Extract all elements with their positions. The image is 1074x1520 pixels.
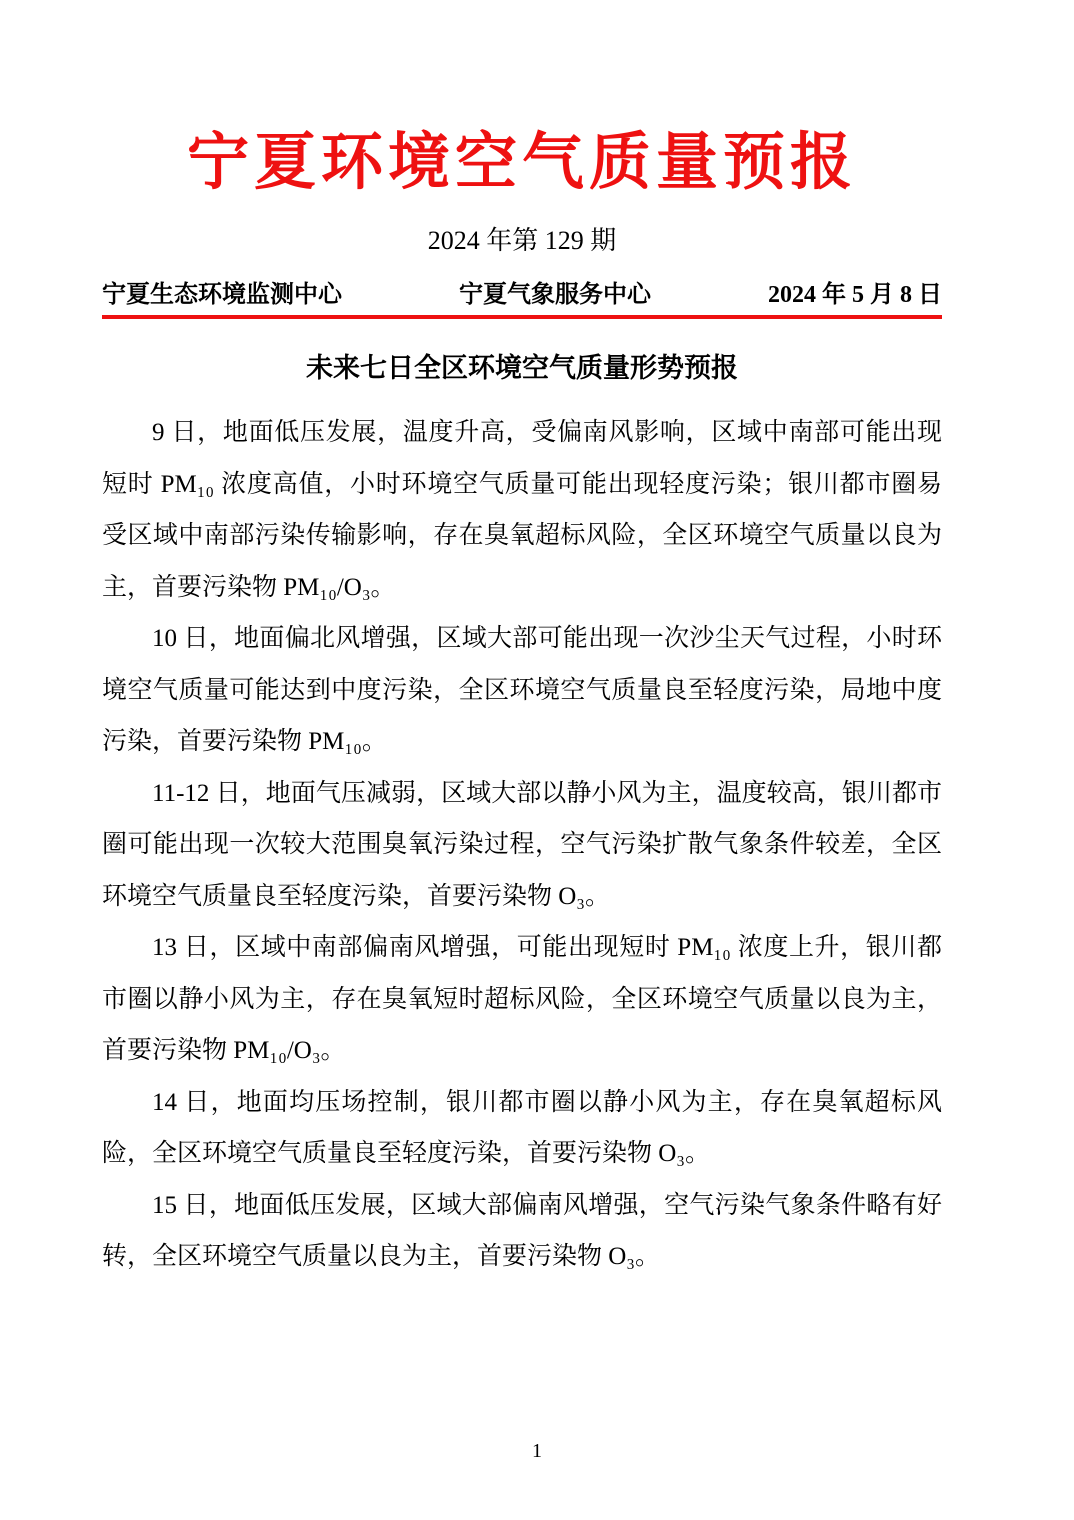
section-title: 未来七日全区环境空气质量形势预报 — [306, 353, 738, 383]
issue-date: 2024 年 5 月 8 日 — [768, 282, 942, 308]
org-monitoring-center: 宁夏生态环境监测中心 — [102, 282, 342, 308]
document-content — [102, 0, 942, 1283]
red-divider-line — [102, 315, 942, 319]
forecast-paragraph-day9: 9 日，地面低压发展，温度升高，受偏南风影响，区域中南部可能出现短时 PM₁₀ 浓度高值，小时环境空气质量可能出现轻度污染；银川都市圈易受区域中南部污染传输影响，存在臭氧超标风险，全区环境空气质量以良为主，首要污染物 PM₁₀/O₃。 — [102, 419, 942, 601]
forecast-paragraph-day10: 10 日，地面偏北风增强，区域大部可能出现一次沙尘天气过程，小时环境空气质量可能达到中度污染，全区环境空气质量良至轻度污染，局地中度污染，首要污染物 PM₁₀。 — [102, 625, 942, 755]
document-title: 宁夏环境空气质量预报 — [186, 129, 857, 197]
forecast-paragraph-day14: 14 日，地面均压场控制，银川都市圈以静小风为主，存在臭氧超标风险，全区环境空气质量良至轻度污染，首要污染物 O₃。 — [102, 1088, 942, 1167]
forecast-paragraph-day11-12: 11-12 日，地面气压减弱，区域大部以静小风为主，温度较高，银川都市圈可能出现一次较大范围臭氧污染过程，空气污染扩散气象条件较差，全区环境空气质量良至轻度污染，首要污染物 O₃。 — [102, 779, 942, 910]
page-number: 1 — [532, 1440, 542, 1462]
org-weather-service-center: 宁夏气象服务中心 — [459, 282, 651, 308]
header-row — [102, 280, 942, 310]
issue-number: 2024 年第 129 期 — [427, 226, 617, 255]
forecast-body — [102, 407, 942, 1283]
forecast-paragraph-day13: 13 日，区域中南部偏南风增强，可能出现短时 PM₁₀ 浓度上升，银川都市圈以静小风为主，存在臭氧短时超标风险，全区环境空气质量以良为主，首要污染物 PM₁₀/O₃。 — [102, 934, 942, 1064]
forecast-paragraph-day15: 15 日，地面低压发展，区域大部偏南风增强，空气污染气象条件略有好转，全区环境空气质量以良为主，首要污染物 O₃。 — [102, 1191, 942, 1270]
